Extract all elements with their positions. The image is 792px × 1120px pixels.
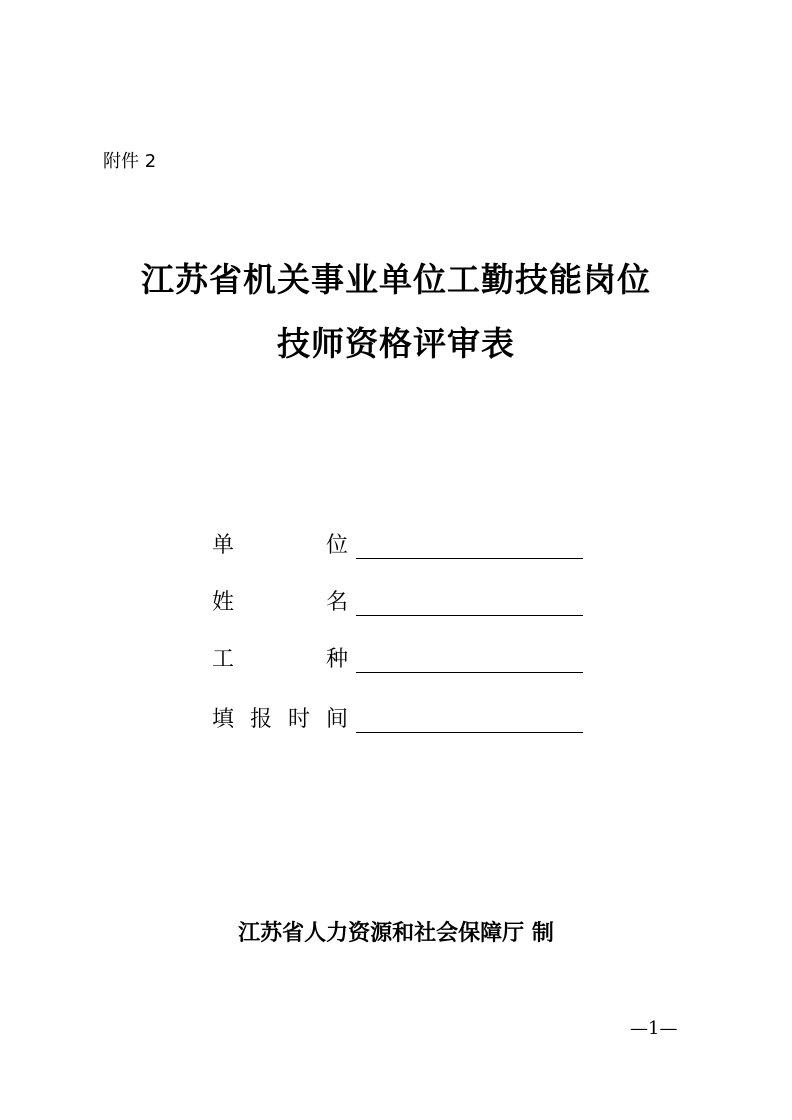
fill-date-blank-line — [356, 732, 583, 733]
unit-blank-line — [356, 558, 583, 559]
form-label-fill-date: 填 报 时 间 — [212, 707, 348, 732]
job-type-blank-line — [356, 672, 583, 673]
document-title-line-2: 技师资格评审表 — [277, 324, 515, 363]
form-label-name: 姓 名 — [212, 590, 348, 615]
name-blank-line — [356, 615, 583, 616]
form-row-fill-date — [212, 705, 592, 735]
document-title-line-1: 江苏省机关事业单位工勤技能岗位 — [141, 260, 651, 299]
form-label-job-type: 工 种 — [212, 647, 348, 672]
form-row-job-type — [212, 645, 592, 675]
form-row-name — [212, 588, 592, 618]
attachment-label: 附件 2 — [103, 151, 157, 172]
issuer-text: 江苏省人力资源和社会保障厅 制 — [238, 920, 554, 946]
page-number: —1— — [630, 1018, 678, 1039]
form-label-unit: 单 位 — [212, 533, 348, 558]
form-row-unit — [212, 531, 592, 561]
